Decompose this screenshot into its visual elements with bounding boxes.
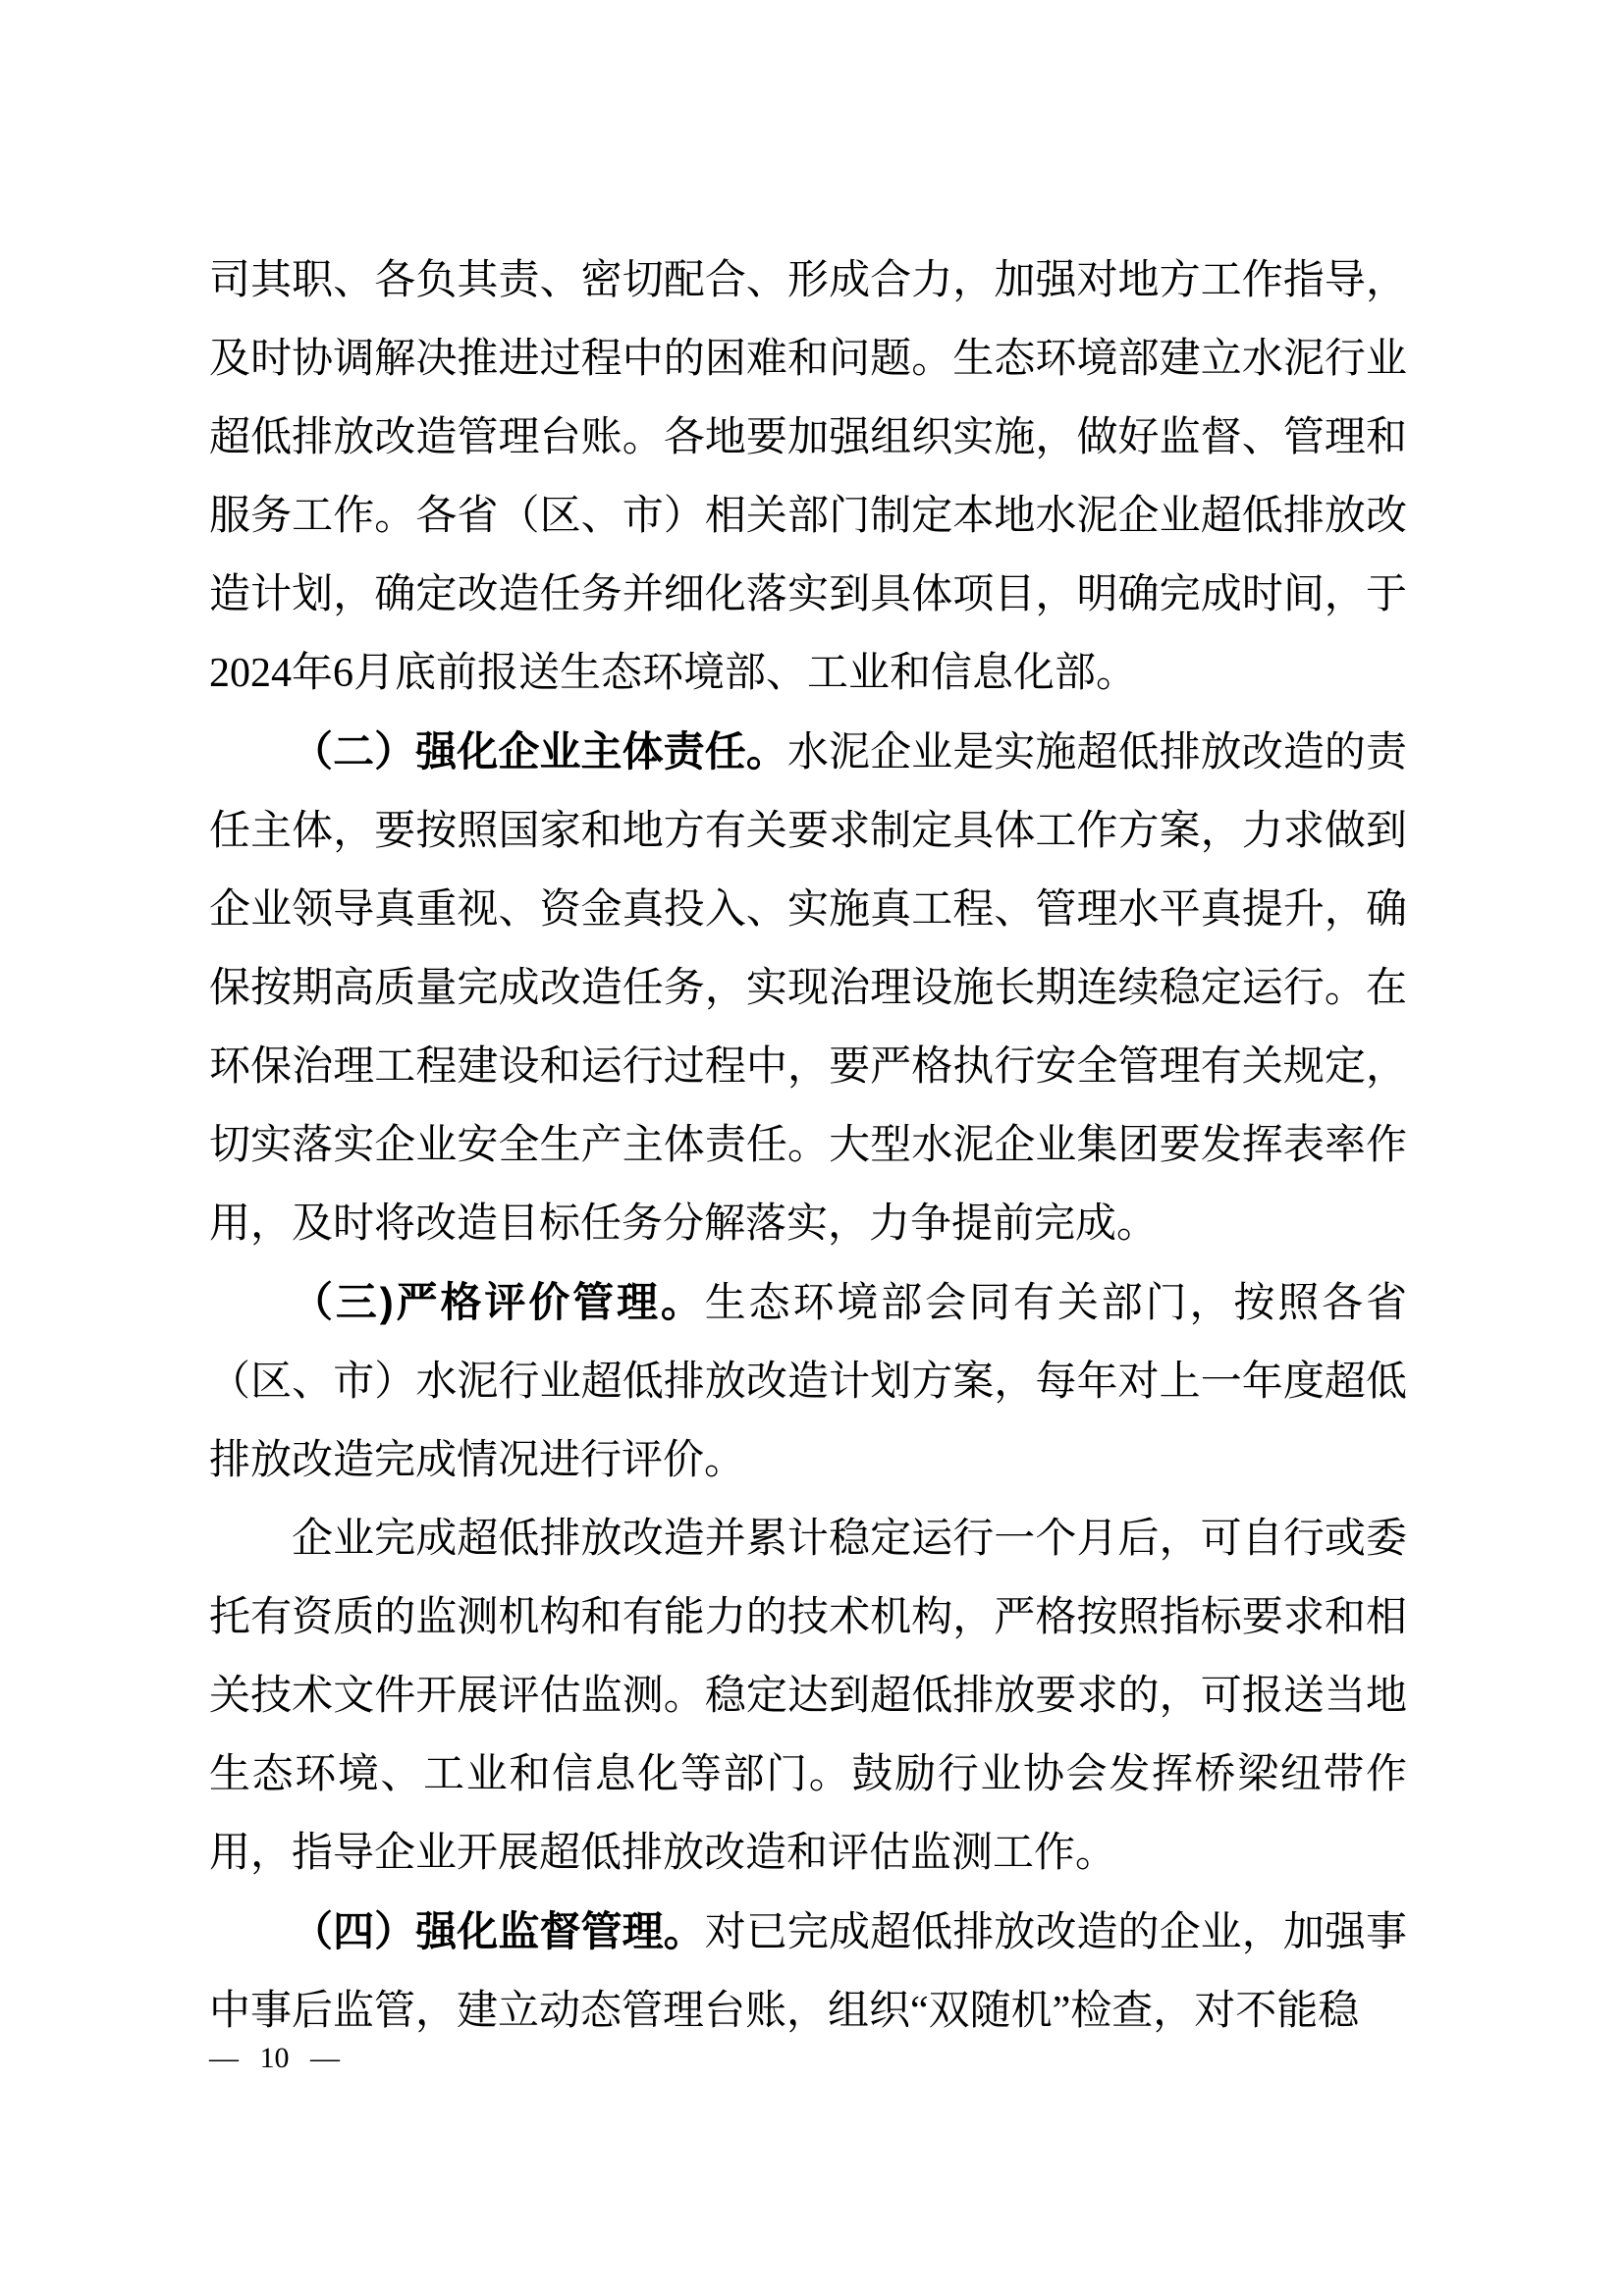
paragraph-text: 水泥企业是实施超低排放改造的责任主体，要按照国家和地方有关要求制定具体工作方案，力求做到企业领导真重视、资金真投入、实施真工程、管理水平真提升，确保按期高质量完成改造任务，实现治理设施长期连续稳定运行。在环保治理工程建设和运行过程中，要严格执行安全管理有关规定，切实落实企业安全生产主体责任。大型水泥企业集团要发挥表率作用，及时将改造目标任务分解落实，力争提前完成。: [209, 730, 1407, 1247]
section-heading: （三)严格评价管理。: [292, 1279, 705, 1325]
paragraph-text: 企业完成超低排放改造并累计稳定运行一个月后，可自行或委托有资质的监测机构和有能力的技术机构，严格按照指标要求和相关技术文件开展评估监测。稳定达到超低排放要求的，可报送当地生态环境、工业和信息化等部门。鼓励行业协会发挥桥梁纽带作用，指导企业开展超低排放改造和评估监测工作。: [209, 1517, 1407, 1876]
body-paragraph: [209, 1500, 1407, 1893]
section-heading: （二）强化企业主体责任。: [292, 728, 787, 774]
page-number: [209, 2042, 340, 2075]
body-paragraph: [209, 1893, 1407, 2051]
body-paragraph: [209, 241, 1407, 713]
page-number-label: — 10 —: [209, 2042, 340, 2074]
section-heading: （四）强化监督管理。: [292, 1908, 705, 1954]
body-paragraph: [209, 713, 1407, 1263]
body-paragraph: [209, 1263, 1407, 1500]
paragraph-text: 对已完成超低排放改造的企业，加强事中事后监管，建立动态管理台账，组织“双随机”检查，对不能稳: [209, 1910, 1407, 2034]
page-body: [209, 241, 1407, 2051]
paragraph-text: 司其职、各负其责、密切配合、形成合力，加强对地方工作指导，及时协调解决推进过程中的困难和问题。生态环境部建立水泥行业超低排放改造管理台账。各地要加强组织实施，做好监督、管理和服务工作。各省（区、市）相关部门制定本地水泥企业超低排放改造计划，确定改造任务并细化落实到具体项目，明确完成时间，于2024年6月底前报送生态环境部、工业和信息化部。: [209, 258, 1407, 696]
paragraph-text: 生态环境部会同有关部门，按照各省（区、市）水泥行业超低排放改造计划方案，每年对上一年度超低排放改造完成情况进行评价。: [209, 1281, 1407, 1483]
